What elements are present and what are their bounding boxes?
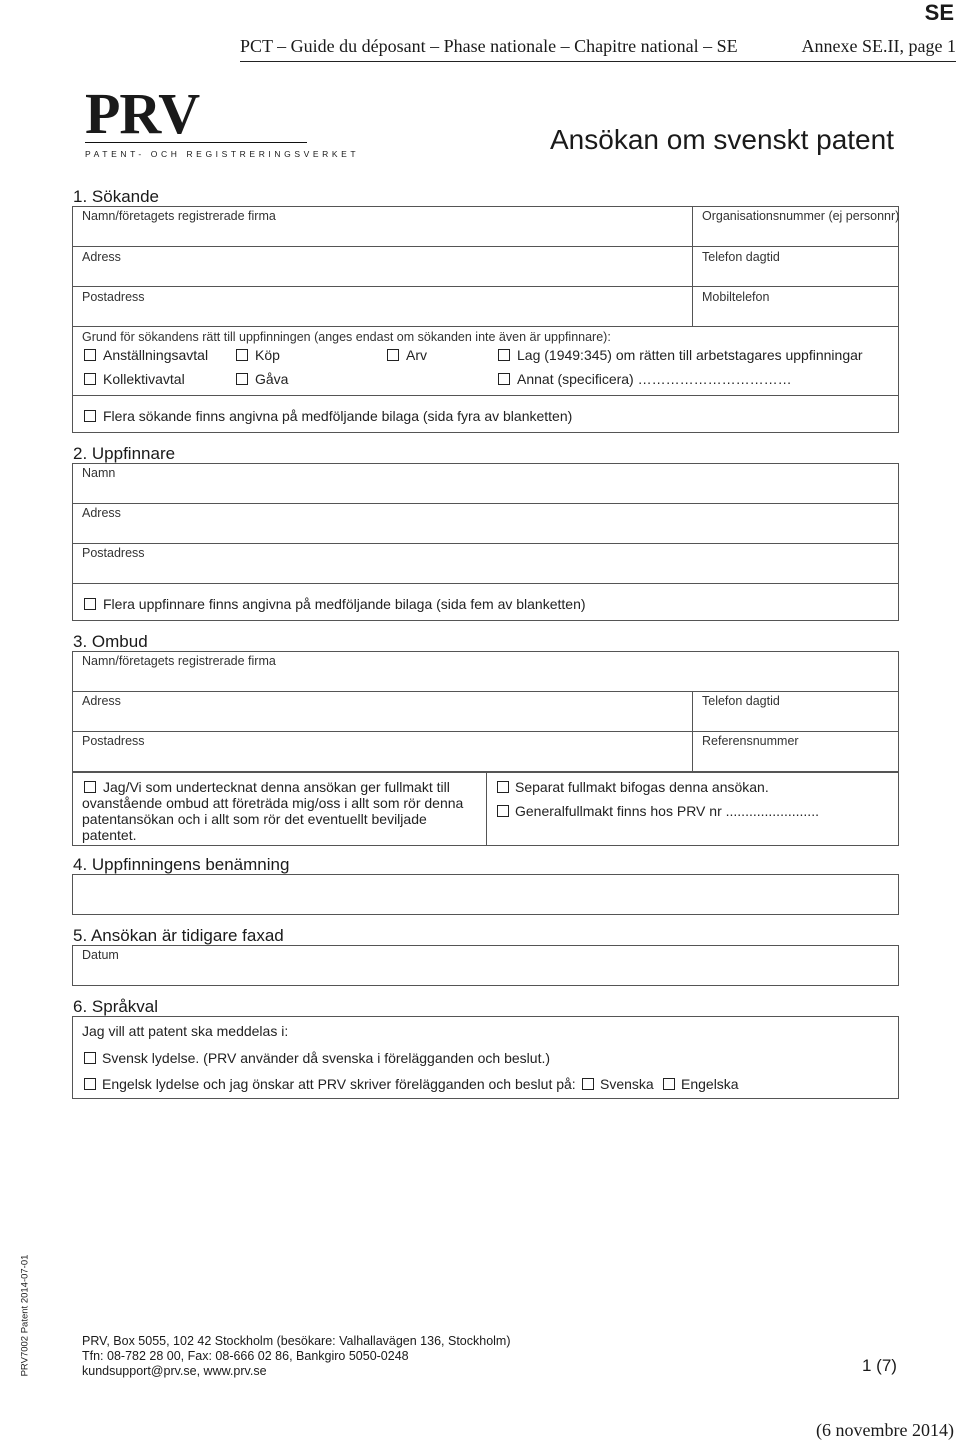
logo-subtitle: PATENT- OCH REGISTRERINGSVERKET [85, 149, 360, 159]
checkbox-multiple-inventors[interactable] [84, 598, 96, 610]
document-date: (6 novembre 2014) [816, 1420, 954, 1440]
country-code: SE [924, 0, 954, 25]
section-inventor-title: 2. Uppfinnare [73, 444, 176, 463]
gift-label: Gåva [255, 371, 289, 387]
checkbox-gift[interactable] [236, 373, 248, 385]
multiple-inventors-label: Flera uppfinnare finns angivna på medföljande bilaga (sida fem av blanketten) [103, 596, 586, 612]
section-faxed-title: 5. Ansökan är tidigare faxad [73, 926, 284, 945]
page-number: 1 (7) [862, 1356, 897, 1375]
checkbox-collective[interactable] [84, 373, 96, 385]
applicant-org-number-field[interactable]: Organisationsnummer (ej personnr) [702, 209, 900, 223]
applicant-rule-4 [72, 395, 899, 396]
checkbox-other[interactable] [498, 373, 510, 385]
applicant-address-field[interactable]: Adress [82, 250, 121, 264]
checkbox-purchase[interactable] [236, 349, 248, 361]
applicant-mobile-field[interactable]: Mobiltelefon [702, 290, 770, 304]
separate-poa-label: Separat fullmakt bifogas denna ansökan. [515, 779, 769, 795]
inventor-rule-1 [72, 503, 899, 504]
footer-contact [82, 1334, 511, 1379]
checkbox-power-of-attorney[interactable] [84, 781, 96, 793]
guide-title: PCT – Guide du déposant – Phase nationale – Chapitre national – SE [240, 36, 738, 56]
checkbox-general-poa[interactable] [497, 805, 509, 817]
agent-phone-field[interactable]: Telefon dagtid [702, 694, 780, 708]
checkbox-swedish-text[interactable] [84, 1052, 96, 1064]
guide-header [240, 36, 956, 57]
section-agent-title: 3. Ombud [73, 632, 148, 651]
faxed-date-box [72, 945, 899, 986]
applicant-box [72, 206, 899, 433]
agent-rule-1 [72, 691, 899, 692]
agent-name-field[interactable]: Namn/företagets registrerade firma [82, 654, 276, 668]
power-of-attorney-line-3: patentansökan och i allt som rör det eventuellt beviljade [82, 811, 427, 827]
language-intro: Jag vill att patent ska meddelas i: [82, 1023, 289, 1039]
power-of-attorney-line-1: Jag/Vi som undertecknat denna ansökan ger fullmakt till [103, 779, 450, 795]
checkbox-law[interactable] [498, 349, 510, 361]
section-applicant-title: 1. Sökande [73, 187, 160, 206]
inheritance-label: Arv [406, 347, 427, 363]
law-label: Lag (1949:345) om rätten till arbetstagares uppfinningar [517, 347, 863, 363]
purchase-label: Köp [255, 347, 280, 363]
inventor-rule-2 [72, 543, 899, 544]
checkbox-correspondence-english[interactable] [663, 1078, 675, 1090]
applicant-rule-3 [72, 326, 899, 327]
swedish-text-label: Svensk lydelse. (PRV använder då svenska i förelägganden och beslut.) [102, 1050, 551, 1066]
english-text-label: Engelsk lydelse och jag önskar att PRV skriver förelägganden och beslut på: [102, 1076, 576, 1092]
form-title: Ansökan om svenskt patent [550, 124, 894, 155]
agent-reference-field[interactable]: Referensnummer [702, 734, 799, 748]
inventor-postal-field[interactable]: Postadress [82, 546, 145, 560]
checkbox-multiple-applicants[interactable] [84, 410, 96, 422]
collective-label: Kollektivavtal [103, 371, 185, 387]
applicant-phone-field[interactable]: Telefon dagtid [702, 250, 780, 264]
checkbox-english-text[interactable] [84, 1078, 96, 1090]
agent-divider [692, 691, 693, 772]
power-of-attorney-line-2: ovanstående ombud att företräda mig/oss i allt som rör denna [82, 795, 464, 811]
section-invention-title: 4. Uppfinningens benämning [73, 855, 290, 874]
checkbox-employment[interactable] [84, 349, 96, 361]
power-of-attorney-line-4: patentet. [82, 827, 137, 843]
applicant-postal-field[interactable]: Postadress [82, 290, 145, 304]
applicant-rule-2 [72, 286, 899, 287]
other-label: Annat (specificera) …………………………… [517, 371, 792, 387]
inventor-name-field[interactable]: Namn [82, 466, 116, 480]
inventor-address-field[interactable]: Adress [82, 506, 121, 520]
agent-rule-2 [72, 731, 899, 732]
header-rule [240, 61, 956, 62]
employment-label: Anställningsavtal [103, 347, 209, 363]
footer-address: PRV, Box 5055, 102 42 Stockholm (besökare: Valhallavägen 136, Stockholm) [82, 1334, 511, 1348]
form-code: PRV7002 Patent 2014-07-01 [19, 1254, 31, 1377]
rights-basis-label: Grund för sökandens rätt till uppfinningen (anges endast om sökanden inte även är uppfinnare): [82, 330, 611, 344]
prv-logo [85, 81, 360, 159]
agent-postal-field[interactable]: Postadress [82, 734, 145, 748]
inventor-rule-3 [72, 583, 899, 584]
faxed-date-field[interactable]: Datum [82, 948, 119, 962]
correspondence-english-label: Engelska [681, 1076, 739, 1092]
agent-address-field[interactable]: Adress [82, 694, 121, 708]
section-language-title: 6. Språkval [73, 997, 159, 1016]
footer-web: kundsupport@prv.se, www.prv.se [82, 1364, 267, 1378]
logo-letters: PRV [85, 81, 200, 146]
agent-box [72, 651, 899, 772]
multiple-applicants-label: Flera sökande finns angivna på medföljande bilaga (sida fyra av blanketten) [103, 408, 573, 424]
checkbox-separate-poa[interactable] [497, 781, 509, 793]
footer-phone: Tfn: 08-782 28 00, Fax: 08-666 02 86, Bankgiro 5050-0248 [82, 1349, 409, 1363]
applicant-name-field[interactable]: Namn/företagets registrerade firma [82, 209, 276, 223]
checkbox-correspondence-swedish[interactable] [582, 1078, 594, 1090]
applicant-divider [692, 206, 693, 326]
annex-page: Annexe SE.II, page 1 [801, 36, 956, 56]
applicant-rule-1 [72, 246, 899, 247]
general-poa-label: Generalfullmakt finns hos PRV nr ........................ [515, 803, 819, 819]
invention-title-field[interactable] [72, 874, 899, 915]
correspondence-swedish-label: Svenska [600, 1076, 654, 1092]
checkbox-inheritance[interactable] [387, 349, 399, 361]
power-of-attorney-divider [486, 772, 487, 846]
